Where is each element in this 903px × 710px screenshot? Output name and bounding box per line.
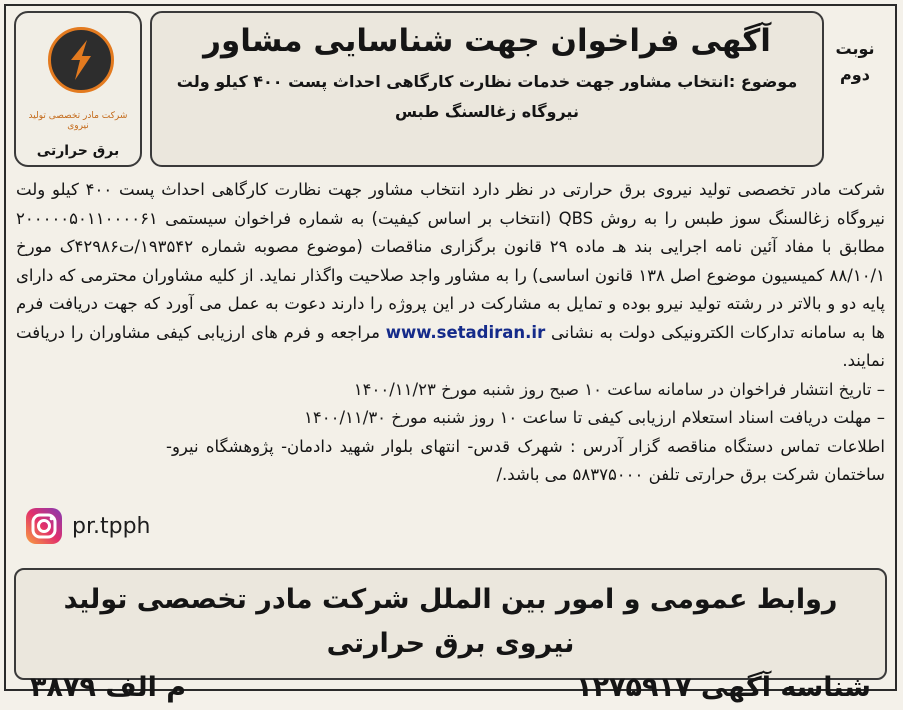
title-box: [150, 11, 824, 167]
company-logo-box: [14, 11, 142, 167]
footer-box: [14, 568, 887, 703]
subject-line-1: موضوع :انتخاب مشاور جهت خدمات نظارت کارگاهی احداث پست ۴۰۰ کیلو ولت: [176, 72, 798, 91]
deadline-item: – مهلت دریافت اسناد استعلام ارزیابی کیفی تا ساعت ۱۰ روز شنبه مورخ ۱۴۰۰/۱۱/۳۰: [304, 408, 885, 427]
logo-subtitle: شرکت مادر تخصصی تولید نیروی: [28, 111, 128, 131]
footer-ids: [30, 666, 871, 710]
company-name: برق حرارتی: [36, 143, 120, 159]
main-paragraph-text: شرکت مادر تخصصی تولید نیروی برق حرارتی در نظر دارد انتخاب مشاور جهت نظارت کارگاهی احداث پست ۴۰۰ کیلو ولت نیروگاه زغالسنگ سوز طبس را به روش QBS (انتخاب بر اساس کیفیت) به شماره فراخوان سیستمی ۲۰۰۰۰۰۵۰۱۱۰۰۰۰۶۱ مطابق با مفاد آئین نامه اجرایی بند هـ ماده ۲۹ قانون برگزاری مناقصات (موضوع مصوبه شماره ۱۹۳۵۴۲/ت۴۲۹۸۶ک مورخ ۸۸/۱۰/۱ کمیسیون موضوع اصل ۱۳۸ قانون اساسی) را به مشاور واجد صلاحیت واگذار نماید. از کلیه مشاوران محترمی که دارای پایه دو و بالاتر در رشته تولید نیرو بوده و تمایل به مشارکت در این پروژه را دارند دعوت به عمل می آورد که جهت دریافت فرم ها به سامانه تدارکات الکترونیکی دولت به نشانی: [16, 180, 885, 342]
main-paragraph-tail: مراجعه و فرم های ارزیابی کیفی مشاوران را دریافت نمایند.: [16, 322, 885, 370]
company-logo-icon: [48, 27, 114, 93]
announcement-page: [4, 4, 897, 703]
round-label: نوبت: [835, 39, 875, 58]
round-value: دوم: [840, 65, 870, 84]
instagram-handle-text: pr.tpph: [72, 513, 151, 539]
contact-info: اطلاعات تماس دستگاه مناقصه گزار آدرس : شهرک قدس- انتهای بلوار شهید دادمان- پژوهشگاه نیرو- ساختمان شرکت برق حرارتی تلفن ۵۸۳۷۵۰۰۰ می باشد./: [166, 436, 885, 484]
reference-number: م الف ۳۸۷۹: [30, 672, 187, 703]
instagram-icon: [24, 506, 64, 546]
setad-url-link[interactable]: www.setadiran.ir: [385, 322, 546, 342]
ad-id: شناسه آگهی ۱۲۷۵۹۱۷: [576, 672, 871, 703]
footer-publisher: روابط عمومی و امور بین الملل شرکت مادر تخصصی تولید نیروی برق حرارتی: [63, 584, 838, 659]
announcement-title: آگهی فراخوان جهت شناسایی مشاور: [203, 23, 771, 59]
announcement-body: [16, 176, 885, 490]
main-paragraph: [16, 176, 885, 376]
subject-line-2: نیروگاه زغالسنگ طبس: [395, 102, 579, 121]
publish-date-item: – تاریخ انتشار فراخوان در سامانه ساعت ۱۰ صبح روز شنبه مورخ ۱۴۰۰/۱۱/۲۳: [353, 379, 885, 399]
instagram-handle[interactable]: [24, 506, 150, 546]
round-indicator: [821, 36, 889, 88]
